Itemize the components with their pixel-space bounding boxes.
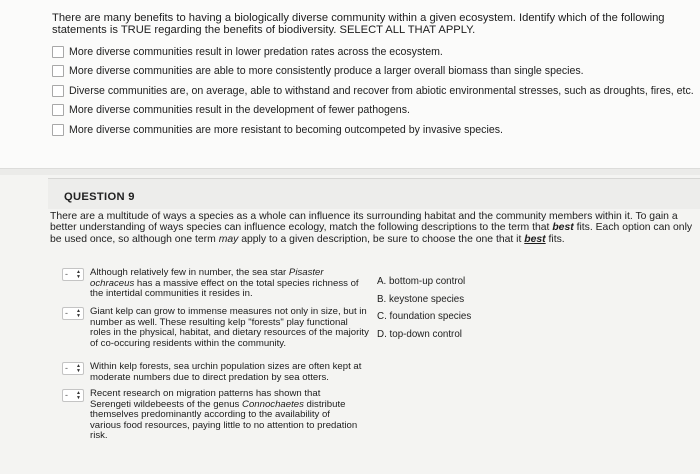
option-label: More diverse communities result in lower predation rates across the ecosystem. <box>69 45 443 58</box>
option-label: More diverse communities are able to more consistently produce a larger overall biomass than single species. <box>69 65 584 78</box>
answer-select[interactable] <box>62 389 84 402</box>
checkbox[interactable] <box>52 124 64 136</box>
select-value: - <box>65 390 68 400</box>
question-9-prompt <box>50 211 695 245</box>
match-description <box>90 362 370 383</box>
answer-choices <box>377 276 471 346</box>
prompt-text: There are a multitude of ways a species as a whole can influence its surrounding habitat and the community members within it. To gain a better understanding of ways species can influence ecology, match the following descriptions to the term that <box>50 211 678 234</box>
description-text: distribute themselves predominantly according to the availability of various food resources, paying little to no attention to predation risk. <box>90 398 358 441</box>
description-italic: Pisaster ochraceus <box>90 267 324 289</box>
match-description <box>90 389 360 442</box>
match-row <box>62 307 370 349</box>
select-value: - <box>65 308 68 318</box>
select-arrows-icon: ▲ ▼ <box>76 389 81 401</box>
option-row[interactable] <box>52 120 694 140</box>
select-arrows-icon: ▲ ▼ <box>76 268 81 280</box>
question-8-options <box>52 42 694 140</box>
option-row[interactable] <box>52 62 694 82</box>
prompt-emphasis: best <box>552 222 574 234</box>
match-row <box>62 268 366 300</box>
prompt-emphasis: may <box>218 233 239 245</box>
checkbox[interactable] <box>52 104 64 116</box>
answer-select[interactable] <box>62 268 84 281</box>
description-text: has a massive effect on the total species richness of the intertidal communities it resides in. <box>90 277 359 299</box>
option-label: More diverse communities result in the development of fewer pathogens. <box>69 104 410 117</box>
description-italic: Connochaetes <box>242 398 304 410</box>
answer-choice: A. bottom-up control <box>377 276 466 287</box>
option-label: More diverse communities are more resistant to becoming outcompeted by invasive species. <box>69 123 503 136</box>
select-value: - <box>65 363 68 373</box>
select-arrows-icon: ▲ ▼ <box>76 307 81 319</box>
option-label: Diverse communities are, on average, able to withstand and recover from abiotic environmental stresses, such as droughts, fires, etc. <box>69 84 694 97</box>
prompt-text: fits. Each option can only be used once, so although one term <box>50 222 693 245</box>
match-description <box>90 268 366 300</box>
prompt-emphasis: best <box>524 233 546 245</box>
description-text: Within kelp forests, sea urchin population sizes are often kept at moderate numbers due to direct predation by sea otters. <box>90 361 362 383</box>
checkbox[interactable] <box>52 65 64 77</box>
match-description <box>90 307 370 349</box>
answer-choice: C. foundation species <box>377 311 472 322</box>
question-8-section <box>0 0 700 168</box>
select-arrows-icon: ▲ ▼ <box>76 362 81 374</box>
description-text: Recent research on migration patterns has shown that Serengeti wildebeests of the genus <box>90 388 321 410</box>
option-row[interactable] <box>52 42 694 62</box>
match-row <box>62 362 370 383</box>
option-row[interactable] <box>52 101 694 121</box>
answer-choice: B. keystone species <box>377 293 465 305</box>
answer-choice: D. top-down control <box>377 328 462 340</box>
answer-select[interactable] <box>62 307 84 320</box>
question-8-prompt: There are many benefits to having a biologically diverse community within a given ecosystem. Identify which of the following statements is TRUE regarding the benefits of biodiversity. SELECT ALL THAT APPLY. <box>52 12 665 36</box>
description-text: Giant kelp can grow to immense measures not only in size, but in number as well. These resulting kelp "forests" play functional roles in the physical, habitat, and dietary resources of the majority of co-occuring residents within the community. <box>90 306 369 349</box>
section-divider <box>0 168 700 175</box>
answer-select[interactable] <box>62 362 84 375</box>
question-9-header <box>48 178 700 209</box>
select-value: - <box>65 269 68 279</box>
checkbox[interactable] <box>52 85 64 97</box>
match-row <box>62 389 360 442</box>
option-row[interactable] <box>52 81 694 101</box>
prompt-text: fits. <box>545 233 565 245</box>
question-9-title: QUESTION 9 <box>64 191 135 203</box>
checkbox[interactable] <box>52 46 64 58</box>
prompt-text: apply to a given description, be sure to choose the one that it <box>238 233 525 245</box>
description-text: Although relatively few in number, the sea star <box>90 267 289 278</box>
